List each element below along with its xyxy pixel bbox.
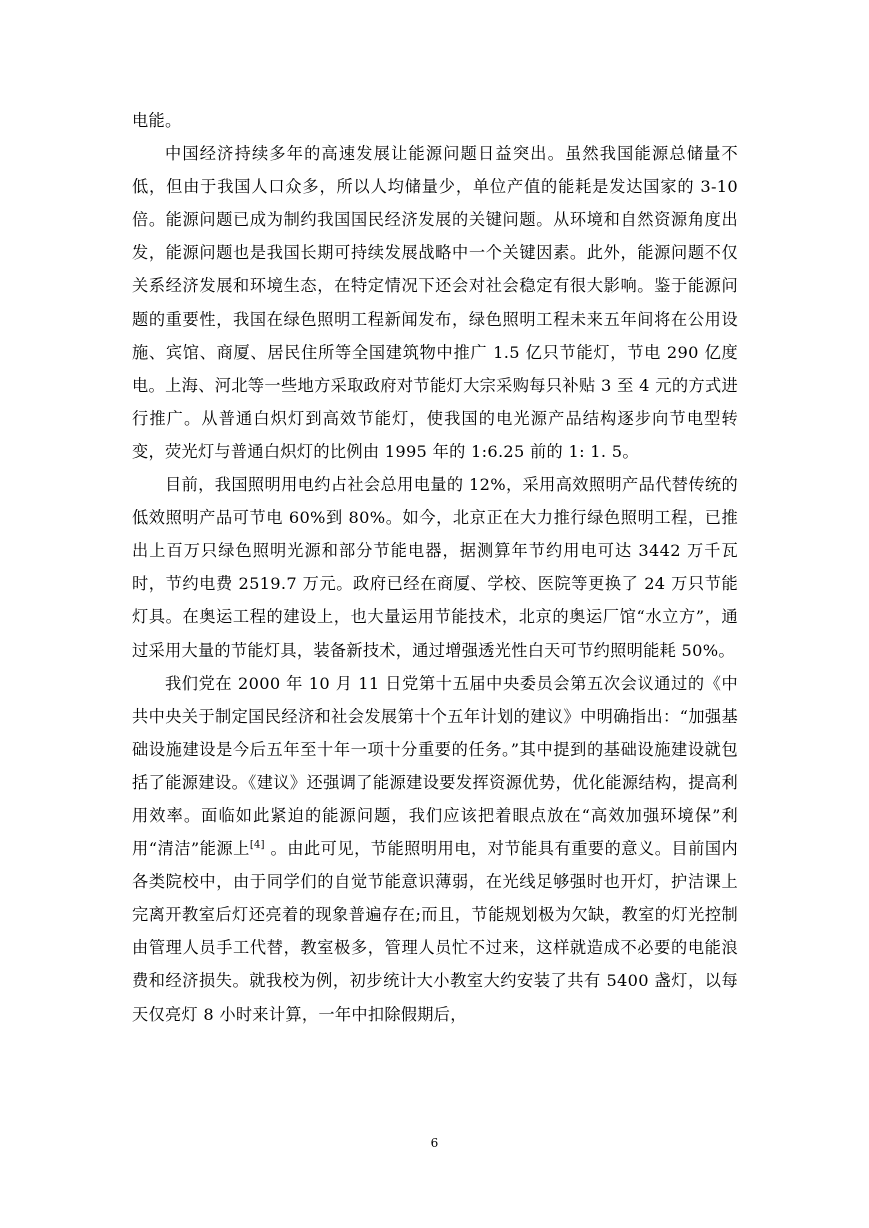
paragraph-party-policy bbox=[132, 667, 738, 1031]
paragraph-text-before-citation: 我们党在 2000 年 10 月 11 日党第十五届中央委员会第五次会议通过的《中共中央关于制定国民经济和社会发展第十个五年计划的建议》中明确指出：“加强基础设施建设是今后五年至十年一项十分重要的任务。”其中提到的基础设施建设就包括了能源建设。《建议》还强调了能源建设要发挥资源优势，优化能源结构，提高利用效率。面临如此紧迫的能源问题，我们应该把着眼点放在“高效加强环境保”利用“清洁”能源上 bbox=[132, 673, 738, 859]
document-body bbox=[132, 104, 738, 1031]
paragraph-continuation: 电能。 bbox=[132, 111, 182, 130]
paragraph-energy-problem: 中国经济持续多年的高速发展让能源问题日益突出。虽然我国能源总储量不低，但由于我国人口众多，所以人均储量少，单位产值的能耗是发达国家的 3-10 倍。能源问题已成为制约我国国民经济发展的关键问题。从环境和自然资源角度出发，能源问题也是我国长期可持续发展战略中一个关键因素。此外，能源问题不仅关系经济发展和环境生态，在特定情况下还会对社会稳定有很大影响。鉴于能源问题的重要性，我国在绿色照明工程新闻发布，绿色照明工程未来五年间将在公用设施、宾馆、商厦、居民住所等全国建筑物中推广 1.5 亿只节能灯，节电 290 亿度电。上海、河北等一些地方采取政府对节能灯大宗采购每只补贴 3 至 4 元的方式进行推广。从普通白炽灯到高效节能灯，使我国的电光源产品结构逐步向节电型转变，荧光灯与普通白炽灯的比例由 1995 年的 1:6.25 前的 1: 1. 5。 bbox=[132, 144, 738, 461]
citation-reference: [4] bbox=[249, 839, 265, 851]
paragraph-lighting-consumption: 目前，我国照明用电约占社会总用电量的 12%，采用高效照明产品代替传统的低效照明产品可节电 60%到 80%。如今，北京正在大力推行绿色照明工程，已推出上百万只绿色照明光源和部分节能电器，据测算年节约用电可达 3442 万千瓦时，节约电费 2519.7 万元。政府已经在商厦、学校、医院等更换了 24 万只节能灯具。在奥运工程的建设上，也大量运用节能技术，北京的奥运厂馆“水立方”，通过采用大量的节能灯具，装备新技术，通过增强透光性白天可节约照明能耗 50%。 bbox=[132, 475, 738, 660]
page-number: 6 bbox=[430, 1136, 439, 1150]
paragraph-text-after-citation: 。由此可见，节能照明用电，对节能具有重要的意义。目前国内各类院校中，由于同学们的自觉节能意识薄弱，在光线足够强时也开灯，护洁课上完离开教室后灯还亮着的现象普遍存在;而且，节能规划极为欠缺，教室的灯光控制由管理人员手工代替，教室极多，管理人员忙不过来，这样就造成不必要的电能浪费和经济损失。就我校为例，初步统计大小教室大约安装了共有 5400 盏灯，以每天仅亮灯 8 小时来计算，一年中扣除假期后， bbox=[132, 839, 739, 1024]
